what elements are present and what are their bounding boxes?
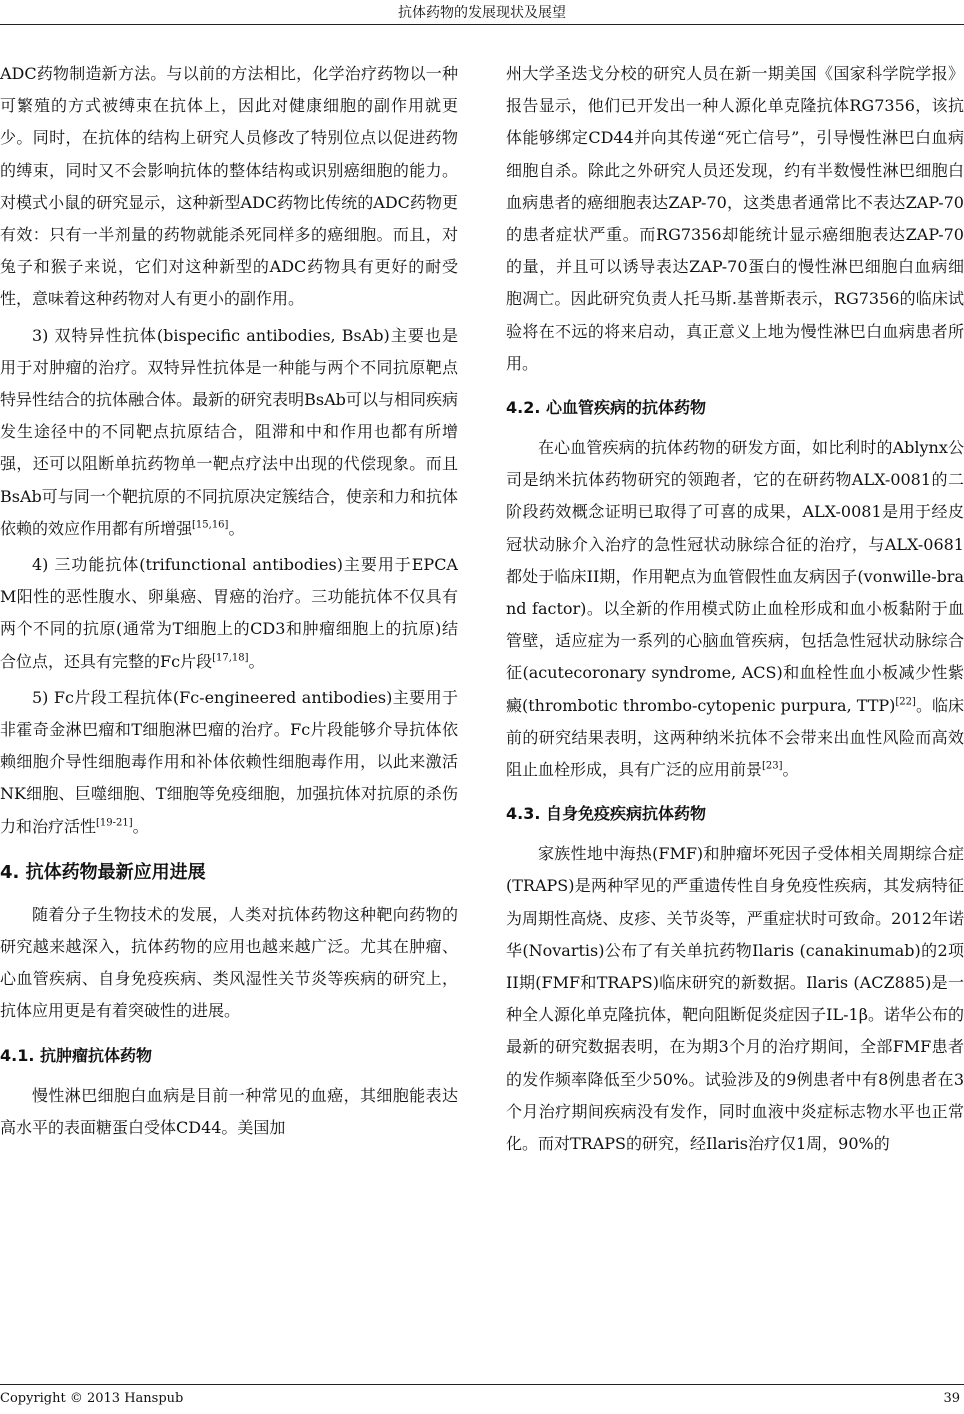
paragraph: ADC药物制造新方法。与以前的方法相比，化学治疗药物以一种可繁殖的方式被缚束在抗体上，因此对健康细胞的副作用就更少。同时，在抗体的结构上研究人员修改了特别位点以促进药物的缚束，同时又不会影响抗体的整体结构或识别癌细胞的能力。对模式小鼠的研究显示，这种新型ADC药物比传统的ADC药物更有效：只有一半剂量的药物就能杀死同样多的癌细胞。而且，对兔子和猴子来说，它们对这种新型的ADC药物具有更好的耐受性，意味着这种药物对人有更小的副作用。 [0, 64, 458, 309]
citation[interactable]: [23] [762, 760, 783, 772]
paragraph: 州大学圣迭戈分校的研究人员在新一期美国《国家科学院学报》报告显示，他们已开发出一种人源化单克隆抗体RG7356，该抗体能够绑定CD44并向其传递“死亡信号”，引导慢性淋巴白血病细胞自杀。除此之外研究人员还发现，约有半数慢性淋巴细胞白血病患者的癌细胞表达ZAP-70，这类患者通常比不表达ZAP-70的患者症状严重。而RG7356却能统计显示癌细胞表达ZAP-70的量，并且可以诱导表达ZAP-70蛋白的慢性淋巴细胞白血病细胞凋亡。因此研究负责人托马斯.基普斯表示，RG7356的临床试验将在不远的将来启动，真正意义上地为慢性淋巴白血病患者所用。 [506, 64, 964, 373]
paragraph-text: 3) 双特异性抗体(bispecific antibodies, BsAb)主要也是用于对肿瘤的治疗。双特异性抗体是一种能与两个不同抗原靶点特异性结合的抗体融合体。最新的研究表明BsAb可以与相同疾病发生途径中的不同靶点抗原结合，阻滞和中和作用也都有所增强，还可以阻断单抗药物单一靶点疗法中出现的代偿现象。而且BsAb可与同一个靶抗原的不同抗原决定簇结合，使亲和力和抗体依赖的效应作用都有所增强 [0, 325, 458, 538]
section-heading-4-1: 4.1. 抗肿瘤抗体药物 [0, 1045, 152, 1065]
right-column [506, 58, 964, 1160]
paragraph-text: 在心血管疾病的抗体药物的研发方面，如比利时的Ablynx公司是纳米抗体药物研究的领跑者，它的在研药物ALX-0081的二阶段药效概念证明已取得了可喜的成果，ALX-0081是用于经皮冠状动脉介入治疗的急性冠状动脉综合征的治疗，与ALX-0681都处于临床II期，作用靶点为血管假性血友病因子(vonwille-brand factor)。以全新的作用模式防止血栓形成和血小板黏附于血管壁，适应症为一系列的心脑血管疾病，包括急性冠状动脉综合征(acutecoronary syndrome, ACS)和血栓性血小板减少性紫癜(thrombotic thrombo-cytopenic purpura, TTP) [506, 438, 964, 715]
citation[interactable]: [19-21] [96, 817, 133, 829]
copyright: Copyright © 2013 Hanspub [0, 1391, 184, 1406]
paragraph-end: 。 [782, 760, 799, 780]
page-number: 39 [943, 1391, 960, 1406]
header-rule [0, 24, 964, 25]
citation[interactable]: [17,18] [212, 652, 249, 664]
paragraph-cardiovascular [506, 432, 964, 786]
paragraph-end: 。 [132, 816, 149, 836]
paragraph-end: 。 [228, 518, 245, 538]
section-heading-4-3: 4.3. 自身免疫疾病抗体药物 [506, 804, 706, 824]
paragraph-text: 5) Fc片段工程抗体(Fc-engineered antibodies)主要用于非霍奇金淋巴瘤和T细胞淋巴瘤的治疗。Fc片段能够介导抗体依赖细胞介导性细胞毒作用和补体依赖性细胞毒作用，以此来激活NK细胞、巨噬细胞、T细胞等免疫细胞，加强抗体对抗原的杀伤力和治疗活性 [0, 687, 458, 836]
paragraph-end: 。 [248, 651, 265, 671]
citation[interactable]: [15,16] [192, 519, 229, 531]
paragraph-fc-engineered [0, 682, 458, 843]
section-heading-4: 4. 抗体药物最新应用进展 [0, 861, 206, 883]
running-header: 抗体药物的发展现状及展望 [398, 5, 566, 21]
paragraph-text: 。临床前的研究结果表明，这两种纳米抗体不会带来出血性风险而高效阻止血栓形成，具有广泛的应用前景 [506, 695, 964, 780]
paragraph: 慢性淋巴细胞白血病是目前一种常见的血癌，其细胞能表达高水平的表面糖蛋白受体CD44。美国加 [0, 1085, 458, 1137]
paragraph-trifunctional [0, 549, 458, 678]
paragraph-bispecific [0, 320, 458, 545]
paragraph-text: 4) 三功能抗体(trifunctional antibodies)主要用于EPCAM阳性的恶性腹水、卵巢癌、胃癌的治疗。三功能抗体不仅具有两个不同的抗原(通常为T细胞上的CD3和肿瘤细胞上的抗原)结合位点，还具有完整的Fc片段 [0, 555, 458, 671]
paragraph: 随着分子生物技术的发展，人类对抗体药物这种靶向药物的研究越来越深入，抗体药物的应用也越来越广泛。尤其在肿瘤、心血管疾病、自身免疫疾病、类风湿性关节炎等疾病的研究上，抗体应用更是有着突破性的进展。 [0, 904, 458, 1021]
section-heading-4-2: 4.2. 心血管疾病的抗体药物 [506, 398, 706, 418]
citation[interactable]: [22] [895, 696, 916, 708]
left-column [0, 58, 458, 1144]
paragraph: 家族性地中海热(FMF)和肿瘤坏死因子受体相关周期综合症(TRAPS)是两种罕见的严重遗传性自身免疫性疾病，其发病特征为周期性高烧、皮疹、关节炎等，严重症状时可致命。2012年诺华(Novartis)公布了有关单抗药物Ilaris (canakinumab)的2项II期(FMF和TRAPS)临床研究的新数据。Ilaris (ACZ885)是一种全人源化单克隆抗体，靶向阻断促炎症因子IL-1β。诺华公布的最新的研究数据表明，在为期3个月的治疗期间，全部FMF患者的发作频率降低至少50%。试验涉及的9例患者中有8例患者在3个月治疗期间疾病没有发作，同时血液中炎症标志物水平也正常化。而对TRAPS的研究，经Ilaris治疗仅1周，90%的 [506, 844, 964, 1154]
footer-rule [0, 1384, 964, 1385]
